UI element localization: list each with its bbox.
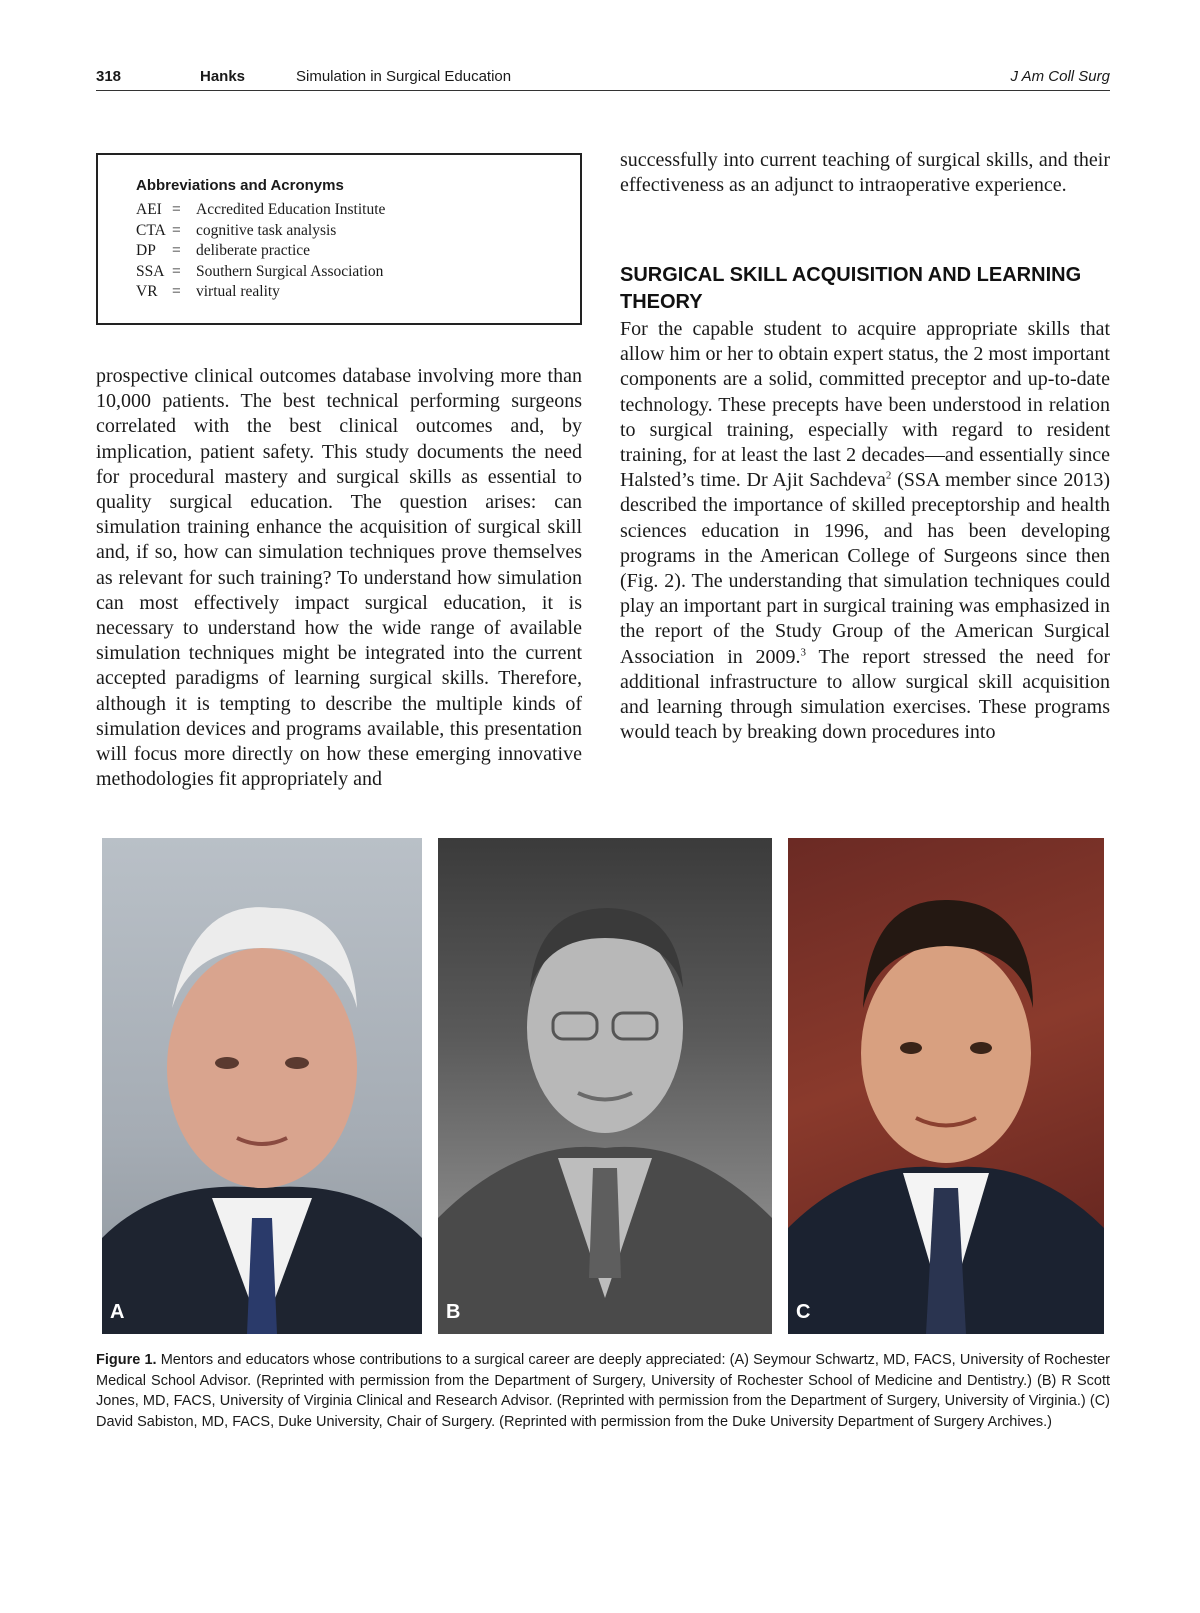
abbreviation-row: SSA = Southern Surgical Association xyxy=(136,262,384,280)
abbreviation-row: VR = virtual reality xyxy=(136,283,280,300)
figure-label: Figure 1. xyxy=(96,1352,157,1368)
panel-label: B xyxy=(446,1301,461,1323)
figure-photo-a xyxy=(102,838,422,1334)
abbreviations-box xyxy=(96,153,582,325)
running-title: Simulation in Surgical Education xyxy=(296,68,512,85)
panel-label: C xyxy=(796,1301,811,1323)
figure-photo-b xyxy=(438,838,772,1334)
reference-superscript: 2 xyxy=(885,469,892,482)
running-header xyxy=(96,66,1110,91)
page-number: 318 xyxy=(96,68,122,85)
caption-text: Mentors and educators whose contributions to a surgical career are deeply appreciated: (A) Seymour Schwartz, MD, FACS, University of Rochester Medical School Advisor. (Reprinted with permission from the Department of Surgery, University of Rochester School of Medicine and Dentistry.) (B) R Scott Jones, MD, FACS, University of Virginia Clinical and Research Advisor. (Reprinted with permission from the Department of Surgery, University of Virginia.) (C) David Sabiston, MD, FACS, Duke University, Chair of Surgery. (Reprinted with permission from the Duke University Department of Surgery Archives.) xyxy=(96,1352,1110,1430)
abbreviation-row: DP = deliberate practice xyxy=(136,242,311,259)
body-paragraph: For the capable student to acquire appropriate skills that allow him or her to obtain expert status, the 2 most important components are a solid, committed preceptor and up-to-date technology. These precepts have been understood in relation to surgical training, especially with regard to resident training, for at least the last 2 decades—and essentially since Halsted’s time. Dr Ajit Sachdeva$^2$ (SSA member since 2013) described the importance of skilled preceptorship and health sciences education in 1996, and has been developing programs in the American College of Surgeons since then (Fig. 2). The understanding that simulation techniques could play an important part in surgical training was emphasized in the report of the Study Group of the American Surgical Association in 2009.$^3$ The report stressed the need for additional infrastructure to allow surgical skill acquisition and learning through simulation exercises. These programs would teach by breaking down procedures into xyxy=(620,318,1110,744)
figure-caption xyxy=(96,1350,1110,1432)
journal-name: J Am Coll Surg xyxy=(1010,68,1110,85)
portrait-illustration xyxy=(788,838,1104,1334)
left-column-text xyxy=(96,364,582,792)
right-column-continuation xyxy=(620,148,1110,198)
portrait-illustration xyxy=(102,838,422,1334)
figure-photo-c xyxy=(788,838,1104,1334)
body-paragraph: prospective clinical outcomes database involving more than 10,000 patients. The best technical performing surgeons correlated with the best clinical outcomes and, by implication, patient safety. This study documents the need for procedural mastery and surgical skills as essential to quality surgical education. The question arises: can simulation training enhance the acquisition of surgical skill and, if so, how can simulation techniques prove themselves as relevant for such training? To understand how simulation can most effectively impact surgical education, it is necessary to understand how the wide range of available simulation techniques might be integrated into the current accepted paradigms of learning surgical skills. Therefore, although it is tempting to describe the multiple kinds of simulation devices and programs available, this presentation will focus more directly on how these emerging innovative methodologies fit appropriately and xyxy=(96,365,582,791)
abbreviation-row: CTA = cognitive task analysis xyxy=(136,221,337,239)
abbreviations-heading: Abbreviations and Acronyms xyxy=(136,177,344,194)
body-paragraph: successfully into current teaching of surgical skills, and their effectiveness as an adjunct to intraoperative experience. xyxy=(620,149,1110,197)
right-column-text xyxy=(620,317,1110,745)
section-heading: SURGICAL SKILL ACQUISITION AND LEARNING THEORY xyxy=(620,264,1082,313)
running-author: Hanks xyxy=(200,68,246,85)
abbreviation-row: AEI = Accredited Education Institute xyxy=(136,201,386,218)
panel-label: A xyxy=(110,1301,125,1323)
reference-superscript: 3 xyxy=(800,645,807,658)
portrait-illustration xyxy=(438,838,772,1334)
